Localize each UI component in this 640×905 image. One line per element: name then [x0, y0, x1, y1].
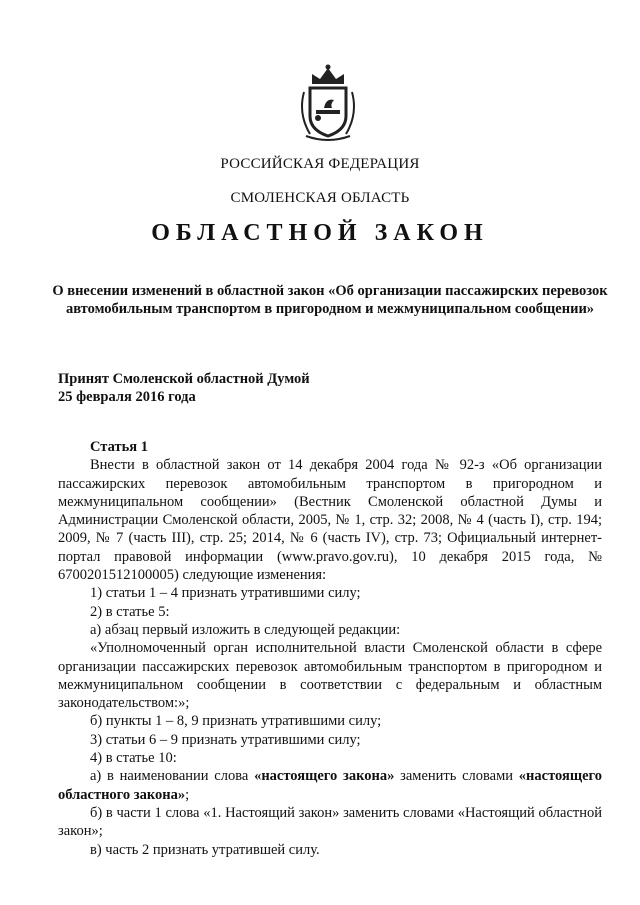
law-title: О внесении изменений в областной закон «Об организации пассажирских перевозок автомобильным транспортом в пригородном и межмуниципальном сообщении» — [52, 283, 608, 317]
list-item-text: заменить словами — [394, 768, 519, 785]
list-item — [58, 767, 602, 804]
document-type-heading: ОБЛАСТНОЙ ЗАКОН — [151, 220, 489, 246]
article-body — [58, 438, 602, 859]
adoption-line: Принят Смоленской областной Думой — [58, 371, 310, 387]
list-item: 4) в статье 10: — [90, 750, 177, 767]
quoted-text: «Уполномоченный орган исполнительной власти Смоленской области в сфере организации пассажирских перевозок автомобильным транспортом в пригородном и межмуниципальном сообщении в соответствии с федеральным и областным законодательством:»; — [58, 640, 602, 712]
list-item-text: а) в наименовании слова — [90, 768, 255, 785]
bold-phrase: «настоящего закона» — [254, 768, 395, 785]
adoption-date: 25 февраля 2016 года — [58, 389, 196, 405]
article-heading: Статья 1 — [90, 439, 148, 455]
list-item: 2) в статье 5: — [90, 603, 170, 620]
list-item: б) пункты 1 – 8, 9 признать утратившими силу; — [90, 713, 382, 730]
coat-of-arms-icon — [296, 64, 360, 144]
article-intro: Внести в областной закон от 14 декабря 2004 года № 92-з «Об организации пассажирских перевозок автомобильным транспортом в пригородном и межмуниципальном сообщении» (Вестник Смоленской областной Думы и Администрации Смоленской области, 2005, № 1, стр. 32; 2008, № 4 (часть I), стр. 194; 2009, № 7 (часть III), стр. 25; 2014, № 6 (часть IV), стр. 73; Официальный интернет-портал правовой информации (www.pravo.gov.ru), 10 декабря 2015 года, № 6700201512100005) следующие изменения: — [58, 457, 602, 584]
list-item: б) в части 1 слова «1. Настоящий закон» заменить словами «Настоящий областной закон»; — [58, 804, 602, 840]
adoption-block — [58, 370, 458, 406]
list-item: 1) статьи 1 – 4 признать утратившими силу; — [90, 585, 361, 602]
list-item-text: ; — [185, 786, 190, 803]
list-item: а) абзац первый изложить в следующей редакции: — [90, 621, 401, 638]
bold-phrase: «настоящего областного закона» — [58, 768, 602, 803]
country-heading: РОССИЙСКАЯ ФЕДЕРАЦИЯ — [220, 156, 420, 172]
list-item: 3) статьи 6 – 9 признать утратившими силу; — [90, 731, 361, 748]
list-item: в) часть 2 признать утратившей силу. — [90, 841, 320, 858]
region-heading: СМОЛЕНСКАЯ ОБЛАСТЬ — [230, 190, 410, 206]
